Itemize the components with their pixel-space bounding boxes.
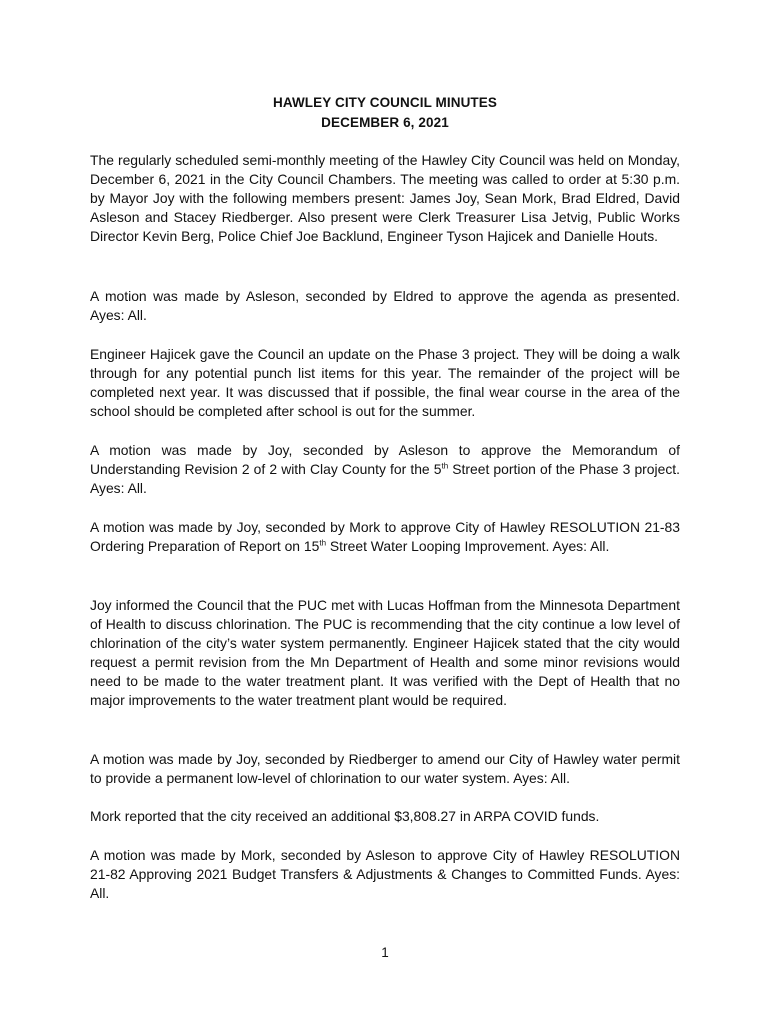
document-title: HAWLEY CITY COUNCIL MINUTES xyxy=(273,95,497,110)
paragraph-chlorination-report: Joy informed the Council that the PUC met with Lucas Hoffman from the Minnesota Department of Health to discuss chlorination. The PUC is recommending that the city continue a low level of chlorination of the city’s water system permanently. Engineer Hajicek stated that the city would request a permit revision from the Mn Department of Health and some minor revisions would need to be made to the water treatment plant. It was verified with the Dept of Health that no major improvements to the water treatment plant would be required. xyxy=(90,597,680,708)
paragraph-memorandum-motion xyxy=(90,441,680,498)
resolution-text-before: A motion was made by Joy, seconded by Mork to approve City of Hawley RESOLUTION 21-83 Ordering Preparation of Report on 15 xyxy=(90,519,680,554)
paragraph-water-permit-motion: A motion was made by Joy, seconded by Riedberger to amend our City of Hawley water permit to provide a permanent low-level of chlorination to our water system. Ayes: All. xyxy=(90,751,680,786)
paragraph-agenda-motion: A motion was made by Asleson, seconded by Eldred to approve the agenda as presented. Ayes: All. xyxy=(90,288,680,323)
ordinal-suffix: th xyxy=(441,461,449,471)
paragraph-resolution-21-82: A motion was made by Mork, seconded by Asleson to approve City of Hawley RESOLUTION 21-82 Approving 2021 Budget Transfers & Adjustments & Changes to Committed Funds. Ayes: All. xyxy=(90,847,680,901)
document-date: DECEMBER 6, 2021 xyxy=(321,115,449,130)
paragraph-arpa-funds: Mork reported that the city received an additional $3,808.27 in ARPA COVID funds. xyxy=(90,808,600,824)
paragraph-meeting-attendance: The regularly scheduled semi-monthly meeting of the Hawley City Council was held on Monday, December 6, 2021 in the City Council Chambers. The meeting was called to order at 5:30 p.m. by Mayor Joy with the following members present: James Joy, Sean Mork, Brad Eldred, David Asleson and Stacey Riedberger. Also present were Clerk Treasurer Lisa Jetvig, Public Works Director Kevin Berg, Police Chief Joe Backlund, Engineer Tyson Hajicek and Danielle Houts. xyxy=(90,152,680,244)
ordinal-suffix: th xyxy=(319,538,327,548)
paragraph-engineer-update: Engineer Hajicek gave the Council an update on the Phase 3 project. They will be doing a walk through for any potential punch list items for this year. The remainder of the project will be completed next year. It was discussed that if possible, the final wear course in the area of the school should be completed after school is out for the summer. xyxy=(90,346,680,419)
paragraph-resolution-21-83 xyxy=(90,518,680,556)
memorandum-text-after: Street portion of the Phase 3 project. Ayes: All. xyxy=(90,461,680,496)
memorandum-text-before: A motion was made by Joy, seconded by Asleson to approve the Memorandum of Understanding Revision 2 of 2 with Clay County for the 5 xyxy=(90,442,680,477)
page-number: 1 xyxy=(381,945,389,960)
resolution-text-after: Street Water Looping Improvement. Ayes: All. xyxy=(326,538,610,554)
